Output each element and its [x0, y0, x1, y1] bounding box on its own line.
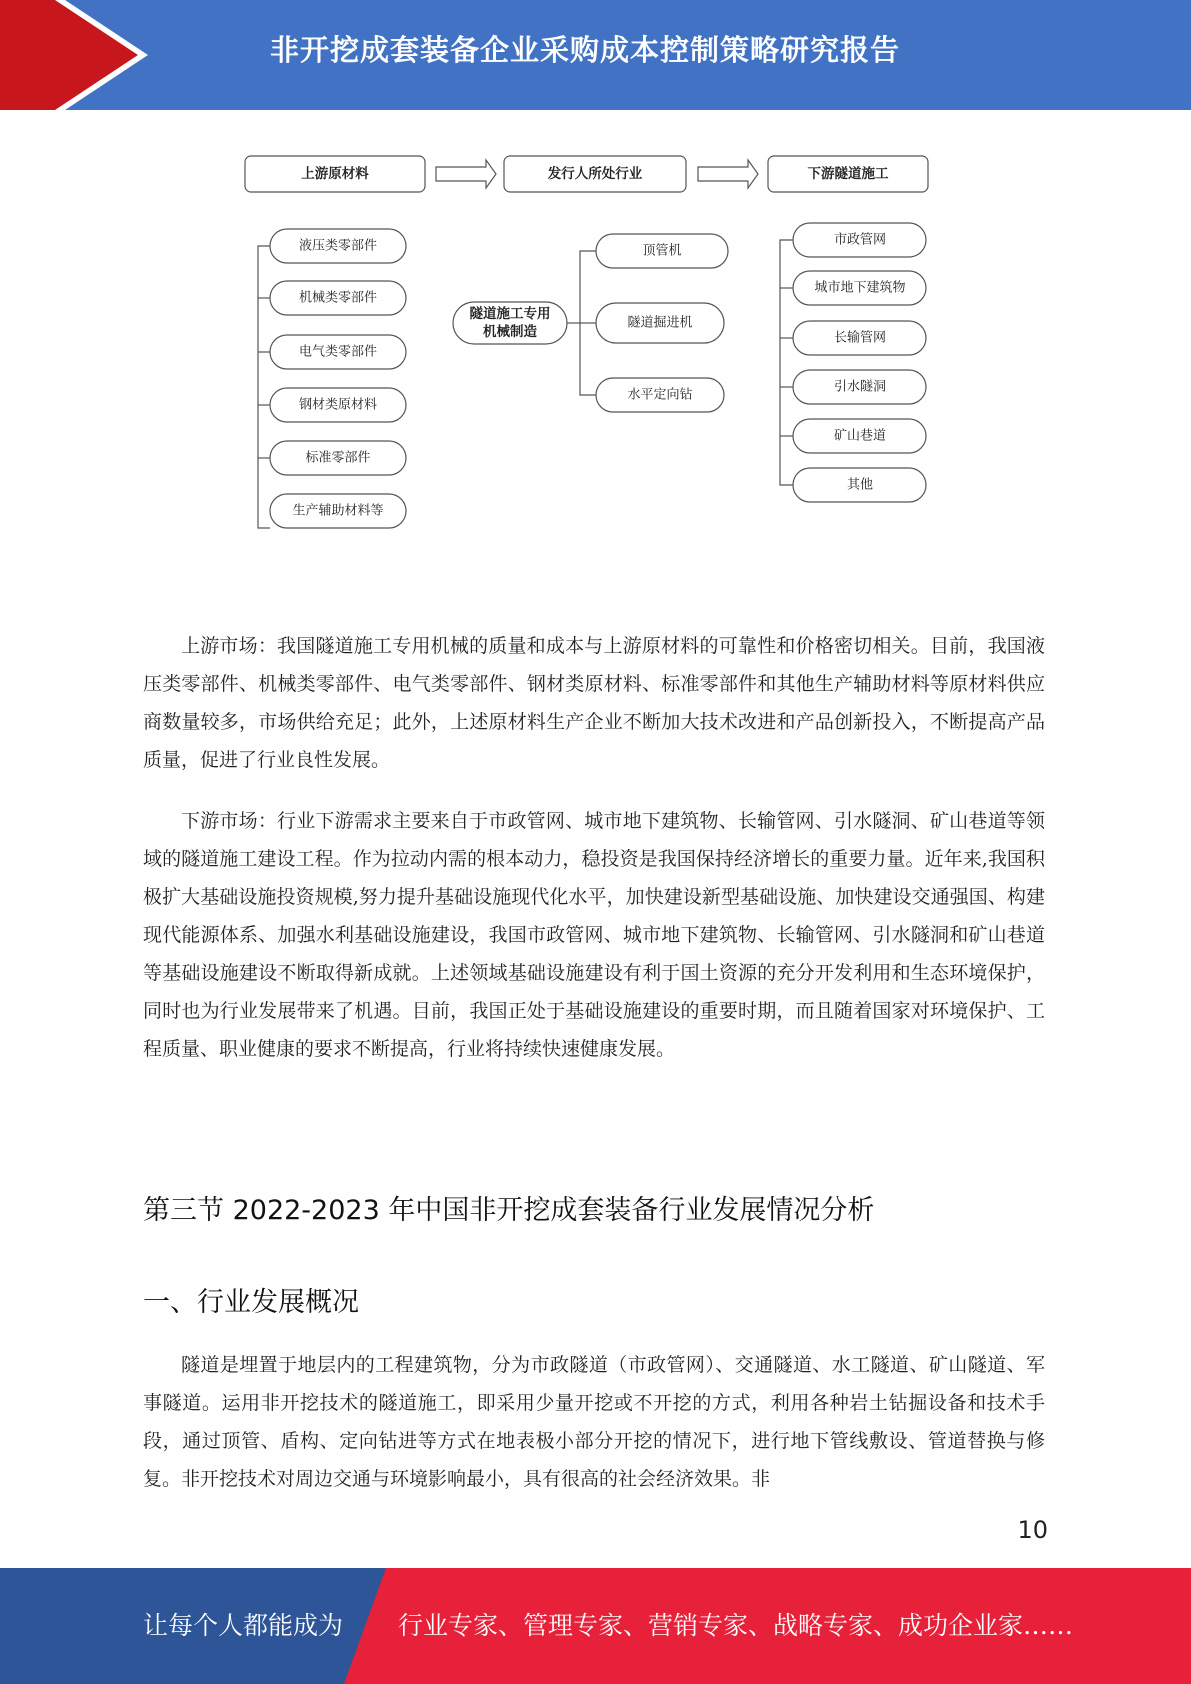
diagram-upstream-item: 生产辅助材料等 — [292, 503, 384, 519]
diagram-top-downstream: 下游隧道施工 — [807, 166, 889, 182]
diagram-center-item: 隧道掘进机 — [627, 315, 693, 331]
industry-chain-diagram — [0, 140, 1191, 580]
diagram-downstream-item: 城市地下建筑物 — [814, 280, 906, 296]
paragraph-upstream-market: 上游市场：我国隧道施工专用机械的质量和成本与上游原材料的可靠性和价格密切相关。目前，我国液压类零部件、机械类零部件、电气类零部件、钢材类原材料、标准零部件和其他生产辅助材料等原材料供应商数量较多，市场供给充足；此外，上述原材料生产企业不断加大技术改进和产品创新投入，不断提高产品质量，促进了行业良性发展。 — [143, 635, 1045, 771]
page-number: 10 — [1017, 1516, 1048, 1544]
header-arrow-decoration — [0, 0, 180, 110]
page-footer — [0, 1568, 1191, 1684]
paragraph-industry-overview: 隧道是埋置于地层内的工程建筑物，分为市政隧道（市政管网）、交通隧道、水工隧道、矿山隧道、军事隧道。运用非开挖技术的隧道施工，即采用少量开挖或不开挖的方式，利用各种岩土钻掘设备和技术手段，通过顶管、盾构、定向钻进等方式在地表极小部分开挖的情况下，进行地下管线敷设、管道替换与修复。非开挖技术对周边交通与环境影响最小，具有很高的社会经济效果。非 — [143, 1354, 1045, 1490]
page-header — [0, 0, 1191, 110]
footer-slogan-right: 行业专家、管理专家、营销专家、战略专家、成功企业家…… — [398, 1611, 1074, 1640]
paragraph-downstream-market: 下游市场：行业下游需求主要来自于市政管网、城市地下建筑物、长输管网、引水隧洞、矿山巷道等领域的隧道施工建设工程。作为拉动内需的根本动力，稳投资是我国保持经济增长的重要力量。近年来,我国积极扩大基础设施投资规模,努力提升基础设施现代化水平，加快建设新型基础设施、加快建设交通强国、构建现代能源体系、加强水利基础设施建设，我国市政管网、城市地下建筑物、长输管网、引水隧洞和矿山巷道等基础设施建设不断取得新成就。上述领域基础设施建设有利于国土资源的充分开发利用和生态环境保护，同时也为行业发展带来了机遇。目前，我国正处于基础设施建设的重要时期，而且随着国家对环境保护、工程质量、职业健康的要求不断提高，行业将持续快速健康发展。 — [143, 810, 1045, 1060]
diagram-center-item: 水平定向钻 — [627, 387, 693, 403]
diagram-upstream-item: 标准零部件 — [305, 450, 371, 466]
diagram-upstream-item: 电气类零部件 — [298, 344, 378, 360]
footer-slogan-left: 让每个人都能成为 — [143, 1611, 344, 1640]
diagram-downstream-item: 矿山巷道 — [833, 428, 887, 444]
diagram-downstream-item: 其他 — [846, 477, 874, 493]
diagram-center-node-line1: 隧道施工专用 — [469, 306, 551, 322]
diagram-upstream-item: 机械类零部件 — [298, 290, 378, 306]
report-title: 非开挖成套装备企业采购成本控制策略研究报告 — [270, 33, 901, 67]
diagram-top-upstream: 上游原材料 — [301, 166, 369, 182]
section-heading: 第三节 2022-2023 年中国非开挖成套装备行业发展情况分析 — [143, 1195, 875, 1226]
subsection-heading: 一、行业发展概况 — [143, 1287, 359, 1318]
diagram-upstream-item: 液压类零部件 — [298, 238, 378, 254]
diagram-downstream-item: 市政管网 — [833, 232, 887, 248]
diagram-center-item: 顶管机 — [642, 243, 682, 259]
diagram-center-node-line2: 机械制造 — [483, 324, 537, 340]
diagram-top-industry: 发行人所处行业 — [547, 166, 643, 182]
diagram-downstream-item: 引水隧洞 — [833, 379, 887, 395]
diagram-upstream-item: 钢材类原材料 — [298, 397, 378, 413]
diagram-downstream-item: 长输管网 — [833, 330, 887, 346]
